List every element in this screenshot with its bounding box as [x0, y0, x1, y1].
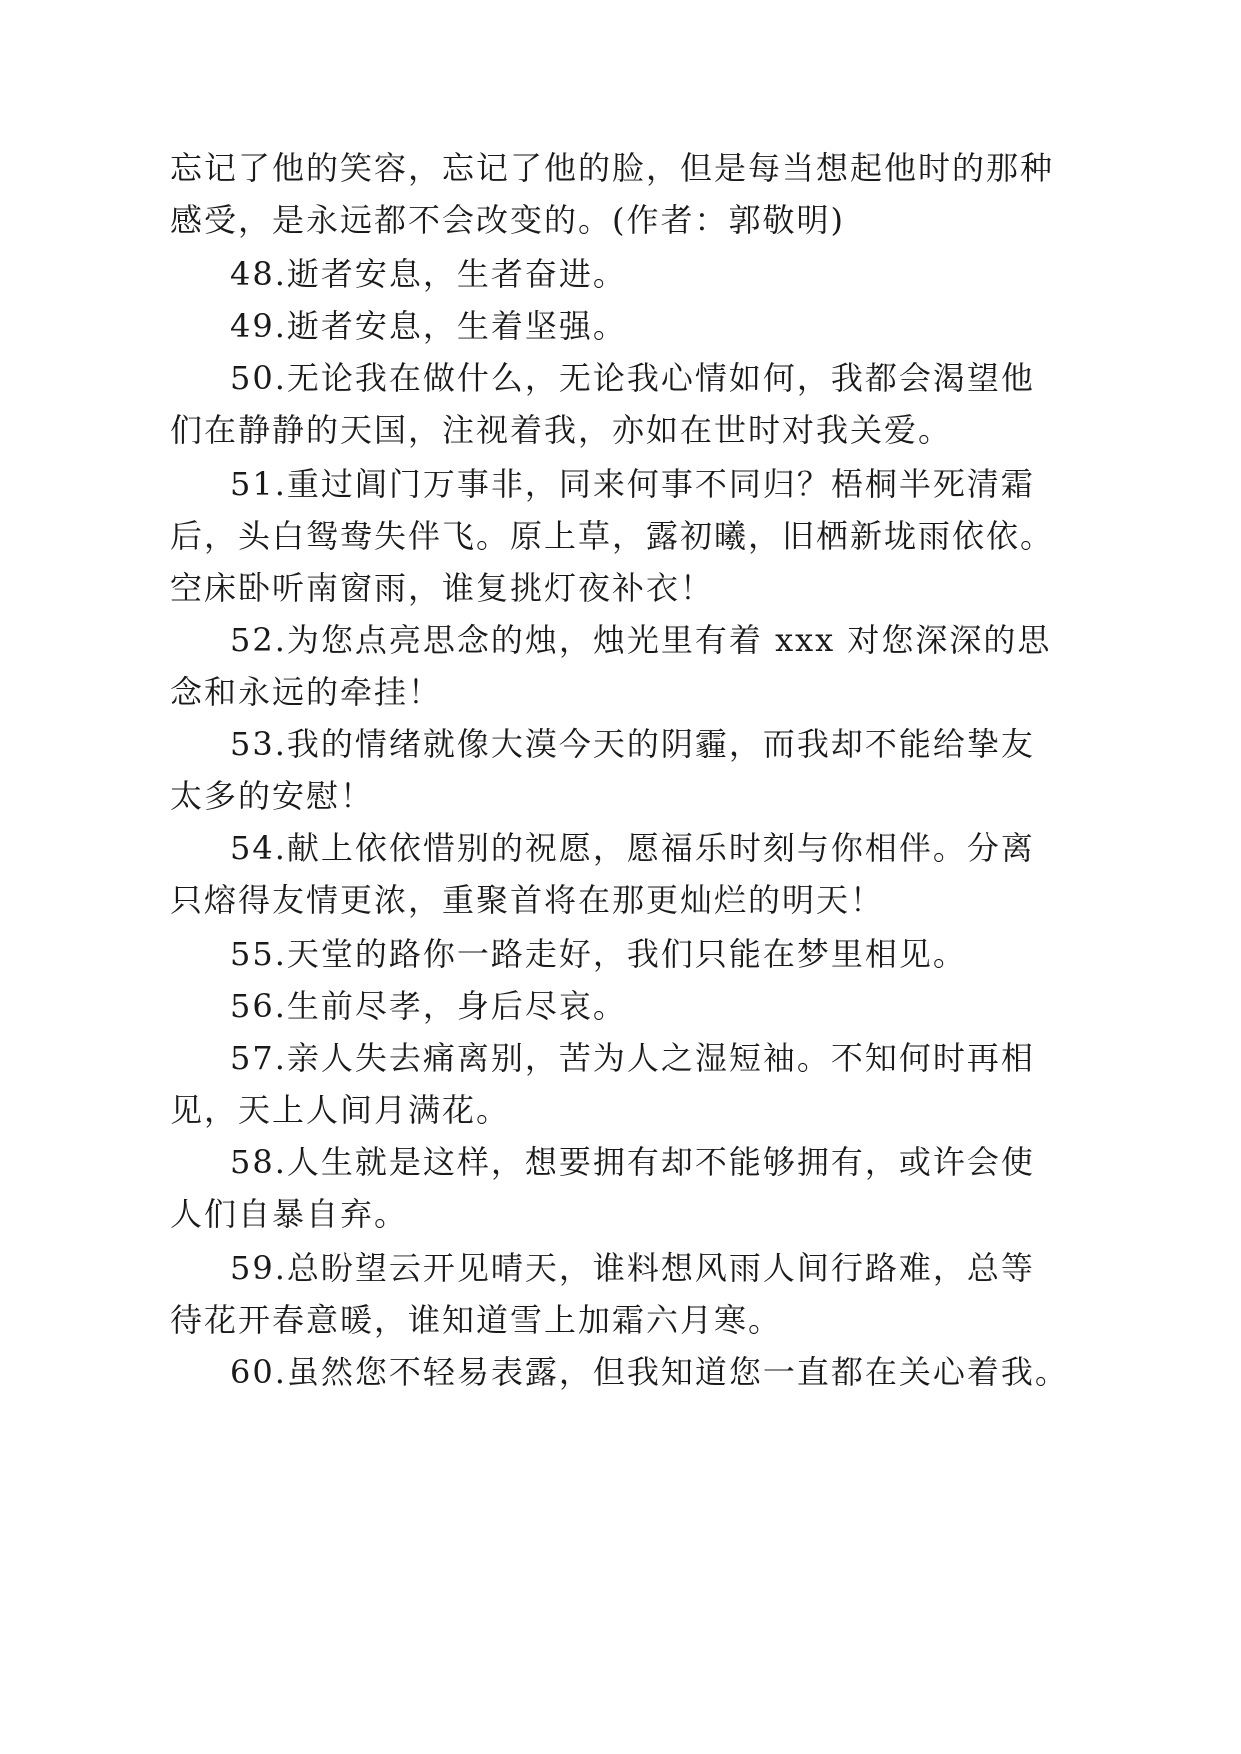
text-line: 见，天上人间月满花。	[170, 1091, 511, 1129]
text-line: 空床卧听南窗雨，谁复挑灯夜补衣！	[170, 569, 715, 607]
text-line: 待花开春意暖，谁知道雪上加霜六月寒。	[170, 1301, 783, 1339]
list-item: 52.为您点亮思念的烛，烛光里有着 xxx 对您深深的思	[230, 621, 1052, 659]
list-item: 59.总盼望云开见晴天，谁料想风雨人间行路难，总等	[230, 1249, 1035, 1287]
list-item: 55.天堂的路你一路走好，我们只能在梦里相见。	[230, 935, 967, 973]
text-line: 只熔得友情更浓，重聚首将在那更灿烂的明天！	[170, 881, 885, 919]
list-item: 51.重过阊门万事非，同来何事不同归？梧桐半死清霜	[230, 465, 1035, 503]
list-item: 50.无论我在做什么，无论我心情如何，我都会渴望他	[230, 359, 1035, 397]
text-line: 人们自暴自弃。	[170, 1195, 409, 1233]
list-item: 54.献上依依惜别的祝愿，愿福乐时刻与你相伴。分离	[230, 829, 1035, 867]
text-line: 感受，是永远都不会改变的。(作者：郭敬明)	[170, 201, 845, 239]
list-item: 60.虽然您不轻易表露，但我知道您一直都在关心着我。	[230, 1353, 1069, 1391]
text-line: 忘记了他的笑容，忘记了他的脸，但是每当想起他时的那种	[170, 149, 1055, 187]
list-item: 48.逝者安息，生者奋进。	[230, 255, 627, 293]
list-item: 58.人生就是这样，想要拥有却不能够拥有，或许会使	[230, 1143, 1035, 1181]
text-line: 后，头白鸳鸯失伴飞。原上草，露初曦，旧栖新垅雨依依。	[170, 517, 1055, 555]
text-line: 们在静静的天国，注视着我，亦如在世时对我关爱。	[170, 411, 953, 449]
list-item: 56.生前尽孝，身后尽哀。	[230, 987, 627, 1025]
list-item: 49.逝者安息，生着坚强。	[230, 307, 627, 345]
list-item: 57.亲人失去痛离别，苦为人之湿短袖。不知何时再相	[230, 1039, 1035, 1077]
text-line: 太多的安慰！	[170, 777, 375, 815]
list-item: 53.我的情绪就像大漠今天的阴霾，而我却不能给挚友	[230, 725, 1035, 763]
text-line: 念和永远的牵挂！	[170, 673, 443, 711]
